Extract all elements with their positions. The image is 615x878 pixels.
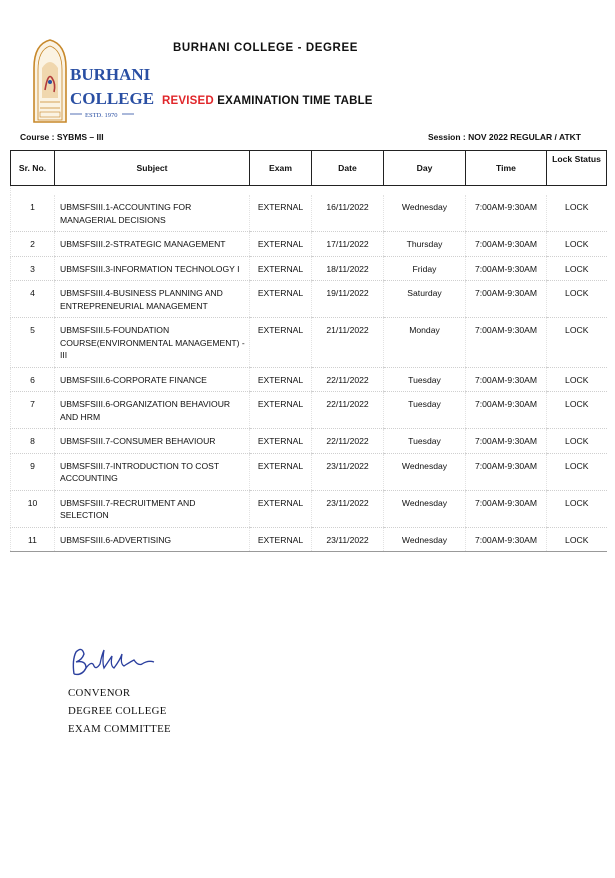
lock-status-cell: LOCK xyxy=(547,453,607,490)
column-header: Subject xyxy=(55,151,250,186)
logo-estd: ESTD. 1970 xyxy=(85,112,118,119)
date-cell: 23/11/2022 xyxy=(312,453,384,490)
exam-timetable xyxy=(10,150,607,552)
column-header: Exam xyxy=(250,151,312,186)
lock-status-cell: LOCK xyxy=(547,318,607,368)
exam-type-cell: EXTERNAL xyxy=(250,232,312,257)
lock-status-cell: LOCK xyxy=(547,281,607,318)
time-cell: 7:00AM-9:30AM xyxy=(466,318,547,368)
subject-cell: UBMSFSIII.6-ORGANIZATION BEHAVIOUR AND HRM xyxy=(55,392,250,429)
college-name: BURHANI COLLEGE - DEGREE xyxy=(173,42,358,54)
time-cell: 7:00AM-9:30AM xyxy=(466,367,547,392)
time-cell: 7:00AM-9:30AM xyxy=(466,392,547,429)
column-header: Date xyxy=(312,151,384,186)
serial-number-cell: 4 xyxy=(11,281,55,318)
date-cell: 22/11/2022 xyxy=(312,392,384,429)
timetable-title xyxy=(162,95,373,107)
exam-type-cell: EXTERNAL xyxy=(250,281,312,318)
table-row xyxy=(11,527,607,552)
table-row xyxy=(11,281,607,318)
college-logo xyxy=(30,38,155,124)
signatory-title: CONVENOR xyxy=(68,687,131,699)
day-cell: Wednesday xyxy=(384,453,466,490)
logo-line-2: COLLEGE xyxy=(70,89,155,108)
table-row xyxy=(11,232,607,257)
table-row xyxy=(11,490,607,527)
time-cell: 7:00AM-9:30AM xyxy=(466,256,547,281)
exam-type-cell: EXTERNAL xyxy=(250,367,312,392)
lock-status-cell: LOCK xyxy=(547,232,607,257)
day-cell: Wednesday xyxy=(384,195,466,232)
serial-number-cell: 9 xyxy=(11,453,55,490)
time-cell: 7:00AM-9:30AM xyxy=(466,527,547,552)
convenor-signature xyxy=(68,646,160,678)
lock-status-cell: LOCK xyxy=(547,527,607,552)
signatory-org: DEGREE COLLEGE xyxy=(68,705,167,718)
subject-cell: UBMSFSIII.6-CORPORATE FINANCE xyxy=(55,367,250,392)
day-cell: Saturday xyxy=(384,281,466,318)
exam-type-cell: EXTERNAL xyxy=(250,318,312,368)
day-cell: Wednesday xyxy=(384,527,466,552)
serial-number-cell: 2 xyxy=(11,232,55,257)
lock-status-cell: LOCK xyxy=(547,429,607,454)
serial-number-cell: 11 xyxy=(11,527,55,552)
course-label: Course : SYBMS – III xyxy=(20,132,104,142)
subject-cell: UBMSFSIII.7-RECRUITMENT AND SELECTION xyxy=(55,490,250,527)
column-header: Day xyxy=(384,151,466,186)
exam-type-cell: EXTERNAL xyxy=(250,453,312,490)
column-header: Sr. No. xyxy=(11,151,55,186)
subject-cell: UBMSFSIII.2-STRATEGIC MANAGEMENT xyxy=(55,232,250,257)
lock-status-cell: LOCK xyxy=(547,256,607,281)
subject-cell: UBMSFSIII.4-BUSINESS PLANNING AND ENTREPRENEURIAL MANAGEMENT xyxy=(55,281,250,318)
day-cell: Thursday xyxy=(384,232,466,257)
date-cell: 22/11/2022 xyxy=(312,367,384,392)
time-cell: 7:00AM-9:30AM xyxy=(466,429,547,454)
serial-number-cell: 10 xyxy=(11,490,55,527)
table-header-row xyxy=(11,151,607,186)
timetable-title-text: EXAMINATION TIME TABLE xyxy=(213,95,373,107)
exam-type-cell: EXTERNAL xyxy=(250,429,312,454)
revised-label: REVISED xyxy=(162,95,214,107)
subject-cell: UBMSFSIII.7-INTRODUCTION TO COST ACCOUNTING xyxy=(55,453,250,490)
serial-number-cell: 3 xyxy=(11,256,55,281)
day-cell: Tuesday xyxy=(384,392,466,429)
subject-cell: UBMSFSIII.1-ACCOUNTING FOR MANAGERIAL DECISIONS xyxy=(55,195,250,232)
exam-type-cell: EXTERNAL xyxy=(250,256,312,281)
column-header: Time xyxy=(466,151,547,186)
exam-type-cell: EXTERNAL xyxy=(250,392,312,429)
time-cell: 7:00AM-9:30AM xyxy=(466,490,547,527)
day-cell: Friday xyxy=(384,256,466,281)
exam-type-cell: EXTERNAL xyxy=(250,195,312,232)
date-cell: 18/11/2022 xyxy=(312,256,384,281)
table-row xyxy=(11,429,607,454)
time-cell: 7:00AM-9:30AM xyxy=(466,195,547,232)
day-cell: Monday xyxy=(384,318,466,368)
date-cell: 22/11/2022 xyxy=(312,429,384,454)
day-cell: Wednesday xyxy=(384,490,466,527)
day-cell: Tuesday xyxy=(384,429,466,454)
table-row xyxy=(11,367,607,392)
date-cell: 17/11/2022 xyxy=(312,232,384,257)
date-cell: 23/11/2022 xyxy=(312,490,384,527)
lock-status-cell: LOCK xyxy=(547,367,607,392)
column-header: Lock Status xyxy=(547,151,607,186)
exam-type-cell: EXTERNAL xyxy=(250,527,312,552)
lock-status-cell: LOCK xyxy=(547,195,607,232)
time-cell: 7:00AM-9:30AM xyxy=(466,232,547,257)
date-cell: 23/11/2022 xyxy=(312,527,384,552)
table-row xyxy=(11,256,607,281)
serial-number-cell: 6 xyxy=(11,367,55,392)
table-row xyxy=(11,195,607,232)
session-label: Session : NOV 2022 REGULAR / ATKT xyxy=(427,132,581,142)
serial-number-cell: 1 xyxy=(11,195,55,232)
signatory-committee: EXAM COMMITTEE xyxy=(68,723,171,736)
subject-cell: UBMSFSIII.5-FOUNDATION COURSE(ENVIRONMENTAL MANAGEMENT) - III xyxy=(55,318,250,368)
serial-number-cell: 7 xyxy=(11,392,55,429)
table-row xyxy=(11,453,607,490)
exam-type-cell: EXTERNAL xyxy=(250,490,312,527)
day-cell: Tuesday xyxy=(384,367,466,392)
lock-status-cell: LOCK xyxy=(547,392,607,429)
subject-cell: UBMSFSIII.6-ADVERTISING xyxy=(55,527,250,552)
subject-cell: UBMSFSIII.7-CONSUMER BEHAVIOUR xyxy=(55,429,250,454)
signatory-block xyxy=(68,684,171,739)
serial-number-cell: 5 xyxy=(11,318,55,368)
logo-line-1: BURHANI xyxy=(70,65,151,84)
subject-cell: UBMSFSIII.3-INFORMATION TECHNOLOGY I xyxy=(55,256,250,281)
date-cell: 16/11/2022 xyxy=(312,195,384,232)
time-cell: 7:00AM-9:30AM xyxy=(466,281,547,318)
date-cell: 19/11/2022 xyxy=(312,281,384,318)
date-cell: 21/11/2022 xyxy=(312,318,384,368)
table-row xyxy=(11,392,607,429)
table-row xyxy=(11,318,607,368)
serial-number-cell: 8 xyxy=(11,429,55,454)
time-cell: 7:00AM-9:30AM xyxy=(466,453,547,490)
lock-status-cell: LOCK xyxy=(547,490,607,527)
